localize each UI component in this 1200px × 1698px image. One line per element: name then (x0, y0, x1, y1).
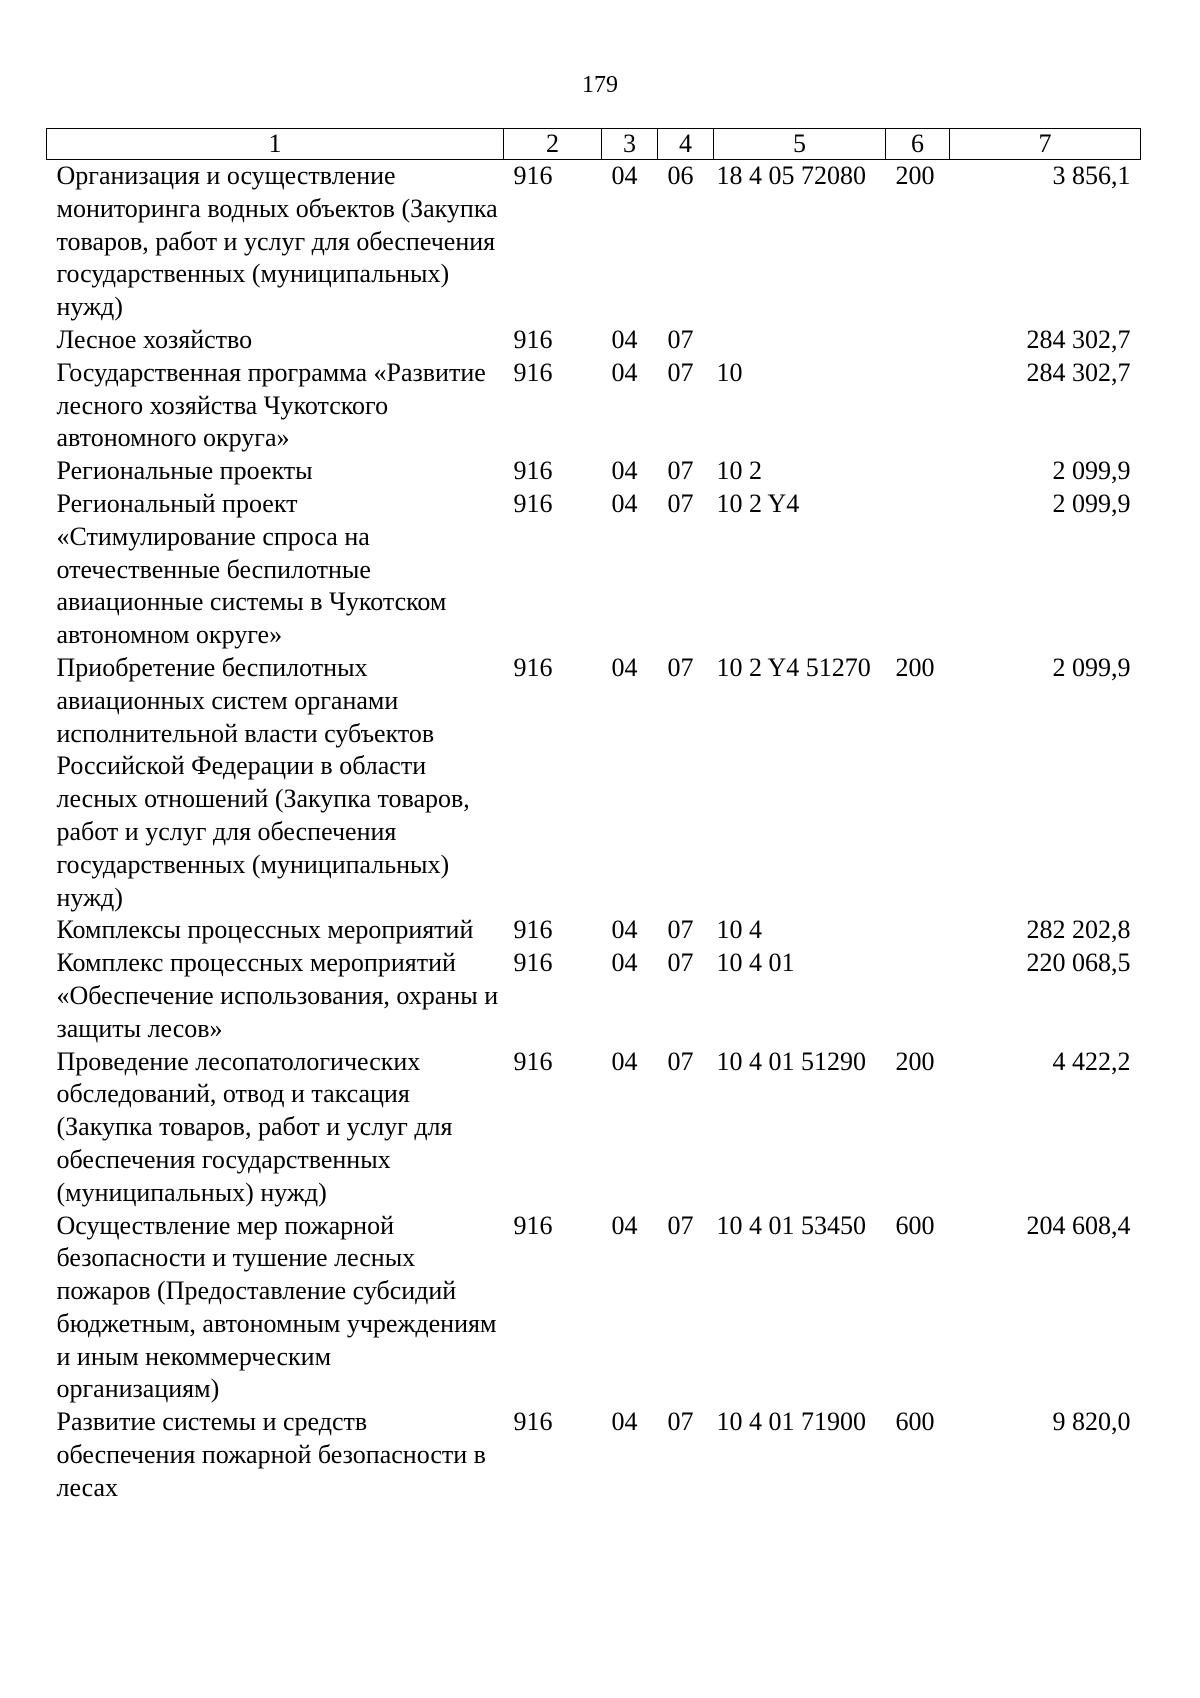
row-expense-type: 200 (895, 652, 935, 682)
column-header-6: 6 (886, 129, 950, 160)
row-expense-type: 600 (895, 1210, 935, 1240)
row-amount: 4 422,2 (1052, 1046, 1131, 1076)
row-target-article: 10 4 01 53450 (716, 1210, 866, 1240)
row-expense-type (886, 455, 950, 488)
row-amount: 204 608,4 (1026, 1210, 1131, 1240)
row-section: 04 (611, 915, 638, 945)
column-header-4: 4 (658, 129, 714, 160)
row-target-article: 10 (716, 357, 743, 387)
row-ministry-code: 916 (513, 1046, 553, 1076)
row-section: 04 (611, 1046, 638, 1076)
row-name: Региональный проект «Стимулирование спроса на отечественные беспилотные авиационные системы в Чукотском автономном округе» (56, 488, 447, 650)
row-ministry-code: 916 (513, 1210, 553, 1240)
column-header-3: 3 (602, 129, 658, 160)
table-row (47, 160, 1141, 324)
column-header-1: 1 (47, 129, 504, 160)
row-section: 04 (611, 1407, 638, 1437)
table-row (47, 1406, 1141, 1504)
row-ministry-code: 916 (513, 324, 553, 354)
row-amount: 2 099,9 (1052, 652, 1131, 682)
row-amount: 3 856,1 (1052, 161, 1131, 190)
row-amount: 282 202,8 (1026, 915, 1131, 945)
row-section: 04 (611, 357, 638, 387)
row-target-article: 18 4 05 72080 (716, 161, 866, 190)
row-target-article: 10 4 01 71900 (716, 1407, 866, 1437)
row-subsection: 07 (667, 915, 694, 945)
row-target-article: 10 4 01 51290 (716, 1046, 866, 1076)
row-subsection: 07 (667, 324, 694, 354)
row-amount: 284 302,7 (1026, 357, 1131, 387)
row-name: Осуществление мер пожарной безопасности и тушение лесных пожаров (Предоставление субсидий бюджетным, автономным учреждениям и иным некоммерческим организациям) (56, 1210, 497, 1404)
row-subsection: 07 (667, 488, 694, 518)
row-name: Региональные проекты (56, 456, 313, 486)
row-amount: 9 820,0 (1052, 1407, 1131, 1437)
row-expense-type (886, 324, 950, 357)
row-target-article: 10 4 (716, 915, 762, 945)
row-ministry-code: 916 (513, 456, 553, 486)
row-subsection: 07 (667, 1046, 694, 1076)
table-row (47, 947, 1141, 1045)
page-number: 179 (582, 72, 618, 98)
row-name: Лесное хозяйство (56, 324, 253, 354)
table-row (47, 914, 1141, 947)
row-section: 04 (611, 161, 638, 190)
row-section: 04 (611, 652, 638, 682)
budget-table (46, 128, 1141, 1505)
row-name: Приобретение беспилотных авиационных систем органами исполнительной власти субъектов Российской Федерации в области лесных отношений (Закупка товаров, работ и услуг для обеспечения государственных (муниципальных) нужд) (56, 652, 470, 912)
table-row (47, 1210, 1141, 1407)
column-header-7: 7 (950, 129, 1141, 160)
row-name: Комплексы процессных мероприятий (56, 915, 474, 945)
column-header-2: 2 (504, 129, 602, 160)
row-subsection: 07 (667, 1407, 694, 1437)
row-name: Организация и осуществление мониторинга водных объектов (Закупка товаров, работ и услуг для обеспечения государственных (муниципальных) нужд) (56, 161, 498, 322)
table-row (47, 324, 1141, 357)
row-subsection: 06 (667, 161, 694, 190)
table-header-row (47, 129, 1141, 160)
row-target-article: 10 2 Y4 51270 (716, 652, 871, 682)
row-target-article (714, 324, 886, 357)
row-ministry-code: 916 (513, 1407, 553, 1437)
row-ministry-code: 916 (513, 915, 553, 945)
row-amount: 2 099,9 (1052, 456, 1131, 486)
table-row (47, 652, 1141, 914)
row-name: Комплекс процессных мероприятий «Обеспечение использования, охраны и защиты лесов» (56, 948, 499, 1043)
row-target-article: 10 2 (716, 456, 762, 486)
row-subsection: 07 (667, 948, 694, 978)
row-ministry-code: 916 (513, 652, 553, 682)
table-body (47, 160, 1141, 1505)
row-target-article: 10 4 01 (716, 948, 795, 978)
row-expense-type (886, 947, 950, 1045)
row-subsection: 07 (667, 652, 694, 682)
table-row (47, 1046, 1141, 1210)
table-row (47, 357, 1141, 455)
row-expense-type (886, 488, 950, 652)
row-expense-type: 600 (895, 1407, 935, 1437)
row-section: 04 (611, 488, 638, 518)
row-expense-type (886, 357, 950, 455)
table-row (47, 488, 1141, 652)
row-expense-type: 200 (895, 1046, 935, 1076)
row-amount: 284 302,7 (1026, 324, 1131, 354)
row-ministry-code: 916 (513, 161, 553, 190)
row-ministry-code: 916 (513, 948, 553, 978)
row-section: 04 (611, 456, 638, 486)
row-name: Проведение лесопатологических обследований, отвод и таксация (Закупка товаров, работ и услуг для обеспечения государственных (муниципальных) нужд) (56, 1046, 453, 1207)
row-amount: 220 068,5 (1026, 948, 1131, 978)
row-amount: 2 099,9 (1052, 488, 1131, 518)
row-section: 04 (611, 948, 638, 978)
table-row (47, 455, 1141, 488)
row-target-article: 10 2 Y4 (716, 488, 800, 518)
row-ministry-code: 916 (513, 488, 553, 518)
row-expense-type (886, 914, 950, 947)
row-subsection: 07 (667, 1210, 694, 1240)
row-section: 04 (611, 1210, 638, 1240)
column-header-5: 5 (714, 129, 886, 160)
row-section: 04 (611, 324, 638, 354)
row-ministry-code: 916 (513, 357, 553, 387)
row-expense-type: 200 (895, 161, 935, 190)
row-name: Развитие системы и средств обеспечения пожарной безопасности в лесах (56, 1407, 486, 1502)
row-subsection: 07 (667, 456, 694, 486)
row-name: Государственная программа «Развитие лесного хозяйства Чукотского автономного округа» (56, 357, 486, 453)
row-subsection: 07 (667, 357, 694, 387)
